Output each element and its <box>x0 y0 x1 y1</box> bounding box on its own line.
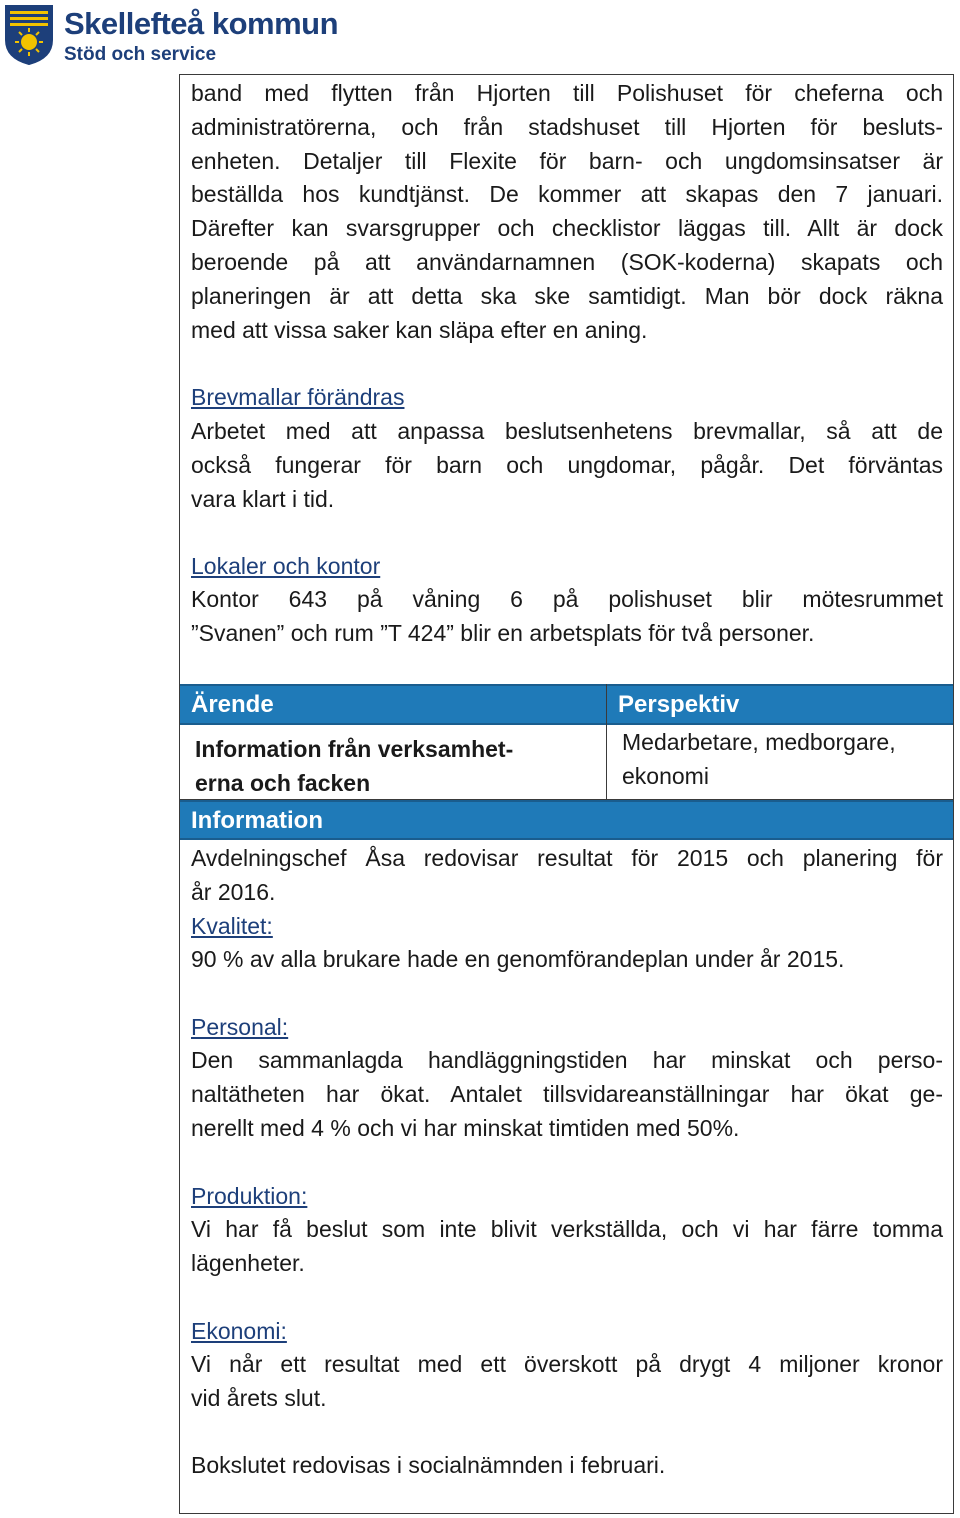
kvalitet-paragraph <box>191 943 943 977</box>
ekonomi-paragraph <box>191 1348 943 1416</box>
text-line: planeringen är att detta ska ske samtidigt. Man bör dock räkna <box>191 282 943 309</box>
perspektiv-value <box>622 726 942 794</box>
text-line: vara klart i tid. <box>191 485 335 512</box>
text-line: band med flytten från Hjorten till Polishuset för cheferna och <box>191 80 943 106</box>
text-line: ”Svanen” och rum ”T 424” blir en arbetsplats för två personer. <box>191 619 815 646</box>
info-paragraph <box>191 842 943 910</box>
text-line: ekonomi <box>622 762 709 789</box>
text-line: naltätheten har ökat. Antalet tillsvidareanställningar har ökat ge- <box>191 1080 943 1107</box>
text-line: Arbetet med att anpassa beslutsenhetens brevmallar, så att de <box>191 418 943 444</box>
lokaler-paragraph <box>191 583 943 651</box>
text-line: administratörerna, och från stadshuset till Hjorten för besluts- <box>191 113 943 140</box>
produktion-paragraph <box>191 1213 943 1281</box>
information-label: Information <box>180 800 953 840</box>
text-line: Vi har få beslut som inte blivit verkställda, och vi har färre tomma <box>191 1216 943 1242</box>
lokaler-heading: Lokaler och kontor <box>191 553 381 579</box>
text-line: Därefter kan svarsgrupper och checklistor läggas till. Allt är dock <box>191 215 943 242</box>
logo <box>4 4 384 68</box>
text-line: Bokslutet redovisas i socialnämnden i februari. <box>191 1452 666 1478</box>
crest-icon <box>4 4 54 66</box>
perspektiv-label: Perspektiv <box>607 684 953 725</box>
column-divider <box>606 684 607 800</box>
text-line: Avdelningschef Åsa redovisar resultat för 2015 och planering för <box>191 845 943 871</box>
brand-name: Skellefteå kommun <box>64 6 339 41</box>
text-line: Information från verksamhet- <box>195 736 514 762</box>
text-line: enheten. Detaljer till Flexite för barn- och ungdomsinsatser är <box>191 147 943 174</box>
personal-heading: Personal: <box>191 1014 289 1040</box>
text-line: Kontor 643 på våning 6 på polishuset blir mötesrummet <box>191 586 943 612</box>
brand-subtitle: Stöd och service <box>64 44 217 65</box>
text-line: nerellt med 4 % och vi har minskat timtiden med 50%. <box>191 1114 740 1141</box>
personal-paragraph <box>191 1044 943 1145</box>
text-line: erna och facken <box>195 769 371 796</box>
text-line: lägenheter. <box>191 1249 305 1276</box>
text-line: 90 % av alla brukare hade en genomförandeplan under år 2015. <box>191 946 845 972</box>
ekonomi-heading: Ekonomi: <box>191 1318 287 1344</box>
brevmallar-paragraph <box>191 415 943 516</box>
text-line: Den sammanlagda handläggningstiden har minskat och perso- <box>191 1047 943 1073</box>
arende-label: Ärende <box>180 684 606 725</box>
kvalitet-heading: Kvalitet: <box>191 913 273 939</box>
text-line: också fungerar för barn och ungdomar, pågår. Det förväntas <box>191 451 943 478</box>
text-line: vid årets slut. <box>191 1384 327 1411</box>
brevmallar-heading: Brevmallar förändras <box>191 384 405 410</box>
arende-value <box>195 733 595 801</box>
produktion-heading: Produktion: <box>191 1183 308 1209</box>
text-line: Medarbetare, medborgare, <box>622 729 896 755</box>
text-line: beställda hos kundtjänst. De kommer att skapas den 7 januari. <box>191 181 943 208</box>
text-line: beroende på att användarnamnen (SOK-koderna) skapats och <box>191 248 943 275</box>
text-line: med att vissa saker kan släpa efter en aning. <box>191 316 648 343</box>
intro-paragraph <box>191 77 943 347</box>
closing-paragraph <box>191 1449 943 1483</box>
text-line: Vi når ett resultat med ett överskott på drygt 4 miljoner kronor <box>191 1351 943 1377</box>
text-line: år 2016. <box>191 878 276 905</box>
